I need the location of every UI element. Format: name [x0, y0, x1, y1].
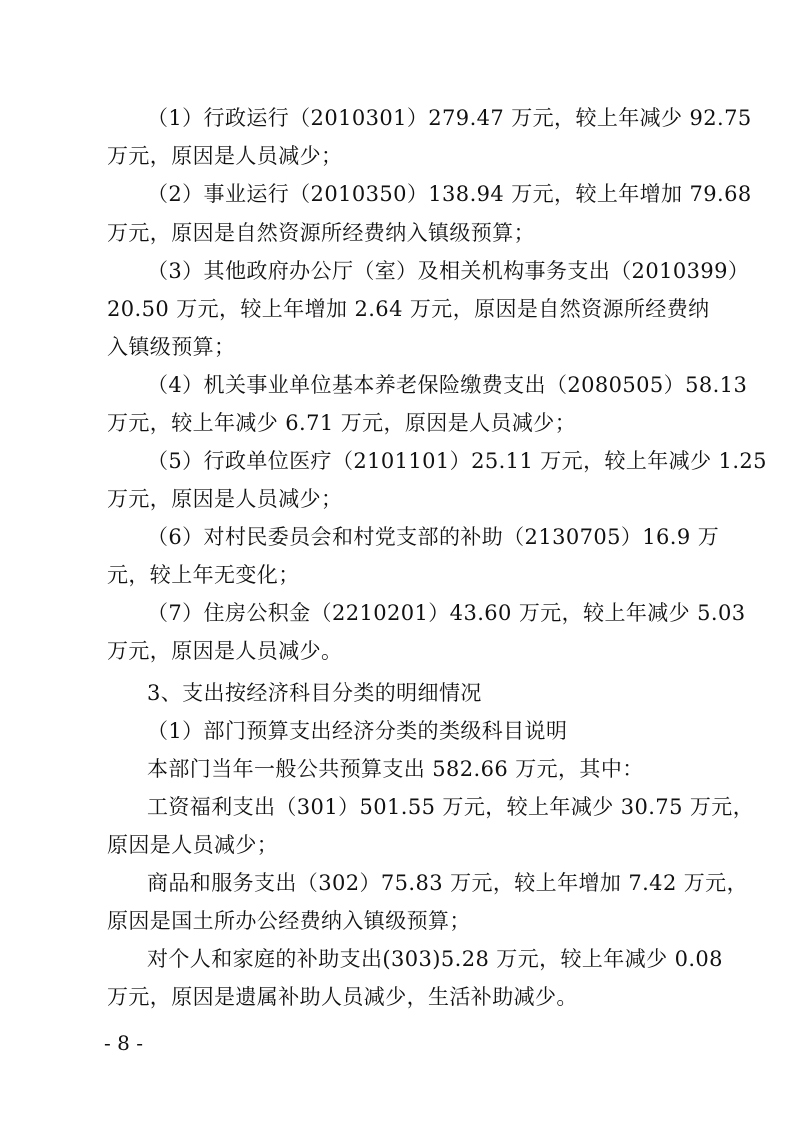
text-line: 万元，原因是遗属补助人员减少，生活补助减少。	[107, 985, 578, 1009]
text-line: （1）行政运行（2010301）279.47 万元，较上年减少 92.75	[147, 106, 752, 130]
text-line: （3）其他政府办公厅（室）及相关机构事务支出（2010399）	[147, 259, 750, 283]
text-line: 万元，原因是人员减少；	[107, 144, 343, 168]
text-line: （4）机关事业单位基本养老保险缴费支出（2080505）58.13	[147, 373, 748, 397]
text-line: 元，较上年无变化；	[107, 563, 300, 587]
text-line: 万元，较上年减少 6.71 万元，原因是人员减少；	[107, 411, 577, 435]
text-line: 本部门当年一般公共预算支出 582.66 万元，其中：	[147, 757, 644, 781]
text-line: 入镇级预算；	[107, 335, 236, 359]
text-line: 原因是人员减少；	[107, 833, 279, 857]
text-line: 商品和服务支出（302）75.83 万元，较上年增加 7.42 万元，	[147, 871, 748, 895]
subsection-heading: （1）部门预算支出经济分类的类级科目说明	[147, 719, 568, 743]
text-line: 工资福利支出（301）501.55 万元，较上年减少 30.75 万元，	[147, 795, 755, 819]
text-line: 万元，原因是人员减少。	[107, 639, 343, 663]
text-line: （5）行政单位医疗（2101101）25.11 万元，较上年减少 1.25	[147, 449, 767, 473]
text-line: （6）对村民委员会和村党支部的补助（2130705）16.9 万	[147, 525, 720, 549]
text-line: 对个人和家庭的补助支出(303)5.28 万元，较上年减少 0.08	[147, 947, 723, 971]
text-line: （7）住房公积金（2210201）43.60 万元，较上年减少 5.03	[147, 601, 746, 625]
text-line: 万元，原因是自然资源所经费纳入镇级预算；	[107, 221, 535, 245]
text-line: （2）事业运行（2010350）138.94 万元，较上年增加 79.68	[147, 182, 752, 206]
section-heading: 3、支出按经济科目分类的明细情况	[147, 681, 482, 705]
text-line: 万元，原因是人员减少；	[107, 487, 343, 511]
text-line: 20.50 万元，较上年增加 2.64 万元，原因是自然资源所经费纳	[107, 297, 710, 321]
page-number: - 8 -	[104, 1031, 143, 1055]
text-line: 原因是国土所办公经费纳入镇级预算；	[107, 909, 471, 933]
